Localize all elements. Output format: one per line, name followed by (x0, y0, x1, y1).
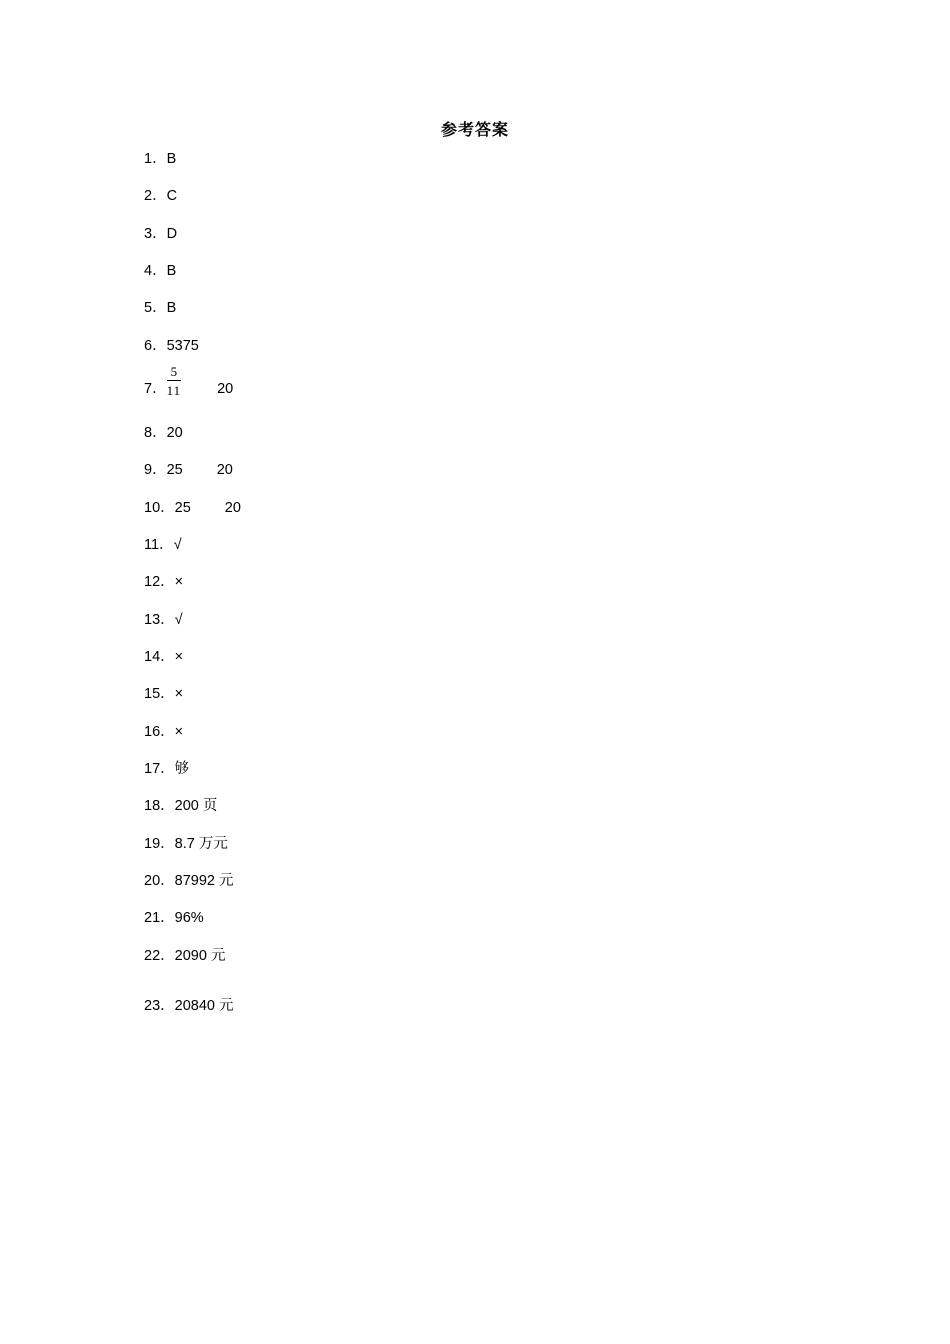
answer-value: 8.7 (174, 836, 195, 852)
answer-value: 5375 (166, 338, 199, 354)
answer-item (144, 909, 204, 927)
answer-number: 15． (144, 686, 175, 702)
answer-item (144, 461, 233, 479)
answer-item (144, 187, 177, 205)
answer-number: 7． (144, 381, 167, 397)
answer-number: 1． (144, 151, 167, 167)
answer-number: 14． (144, 649, 175, 665)
answer-item (144, 797, 217, 815)
answer-item (144, 648, 183, 666)
page-title: 参考答案 (440, 120, 509, 139)
answer-item (144, 835, 228, 853)
answer-value-2: 20 (216, 462, 233, 478)
answer-unit: 元 (219, 873, 234, 889)
answer-value: 2090 (174, 948, 207, 964)
answer-value: × (174, 724, 184, 740)
answer-number: 16． (144, 724, 175, 740)
answer-value: √ (173, 537, 182, 553)
answer-value-2: 20 (224, 500, 241, 516)
fraction-denominator: 11 (166, 383, 182, 399)
answer-number: 2． (144, 188, 167, 204)
answer-item (144, 536, 182, 554)
answer-value: 20 (166, 425, 183, 441)
answer-item (144, 364, 234, 399)
answer-number: 20． (144, 873, 175, 889)
answer-unit: 元 (210, 948, 226, 964)
fraction-numerator: 5 (167, 364, 182, 381)
answer-item (144, 872, 234, 890)
answer-number: 6． (144, 338, 167, 354)
answer-item (144, 225, 177, 243)
answer-item (144, 573, 183, 591)
fraction (167, 364, 182, 398)
answer-value: D (166, 226, 178, 242)
answer-item (144, 499, 241, 517)
answer-value: C (166, 188, 178, 204)
answer-value: × (174, 574, 184, 590)
answer-number: 3． (144, 226, 167, 242)
answer-value: 够 (174, 761, 190, 777)
answer-value: × (174, 686, 184, 702)
answer-number: 21． (144, 910, 175, 926)
answer-item (144, 685, 183, 703)
answer-value: 87992 (174, 873, 215, 889)
answer-number: 19． (144, 836, 175, 852)
answer-item (144, 760, 189, 778)
answer-number: 12． (144, 574, 175, 590)
answer-value: B (166, 300, 177, 316)
answer-item (144, 262, 176, 280)
answer-value: 96% (174, 910, 204, 926)
answer-value-2: 20 (217, 381, 234, 397)
answer-item (144, 723, 183, 741)
answer-item (144, 299, 176, 317)
answer-item (144, 337, 199, 355)
answer-value: B (166, 263, 177, 279)
answer-unit: 万元 (198, 836, 228, 852)
answer-number: 11． (144, 537, 174, 553)
answer-value: × (174, 649, 184, 665)
answer-unit: 页 (202, 798, 218, 814)
answer-item (144, 150, 176, 168)
answer-value: 25 (166, 462, 183, 478)
answer-value: 20840 (174, 998, 215, 1014)
answer-number: 9． (144, 462, 167, 478)
answer-number: 18． (144, 798, 175, 814)
answer-item (144, 424, 183, 442)
answer-value: 25 (174, 500, 191, 516)
answer-number: 10． (144, 500, 175, 516)
answer-unit: 元 (219, 998, 234, 1014)
answer-item (144, 947, 225, 965)
answer-value: B (166, 151, 177, 167)
answer-value: √ (174, 612, 183, 628)
answer-item (144, 997, 234, 1015)
answer-item (144, 611, 183, 629)
answer-value: 200 (174, 798, 199, 814)
answer-number: 23． (144, 998, 175, 1014)
answer-number: 17． (144, 761, 175, 777)
answer-number: 8． (144, 425, 167, 441)
answer-number: 5． (144, 300, 167, 316)
answer-number: 13． (144, 612, 175, 628)
answer-number: 22． (144, 948, 175, 964)
answer-number: 4． (144, 263, 167, 279)
